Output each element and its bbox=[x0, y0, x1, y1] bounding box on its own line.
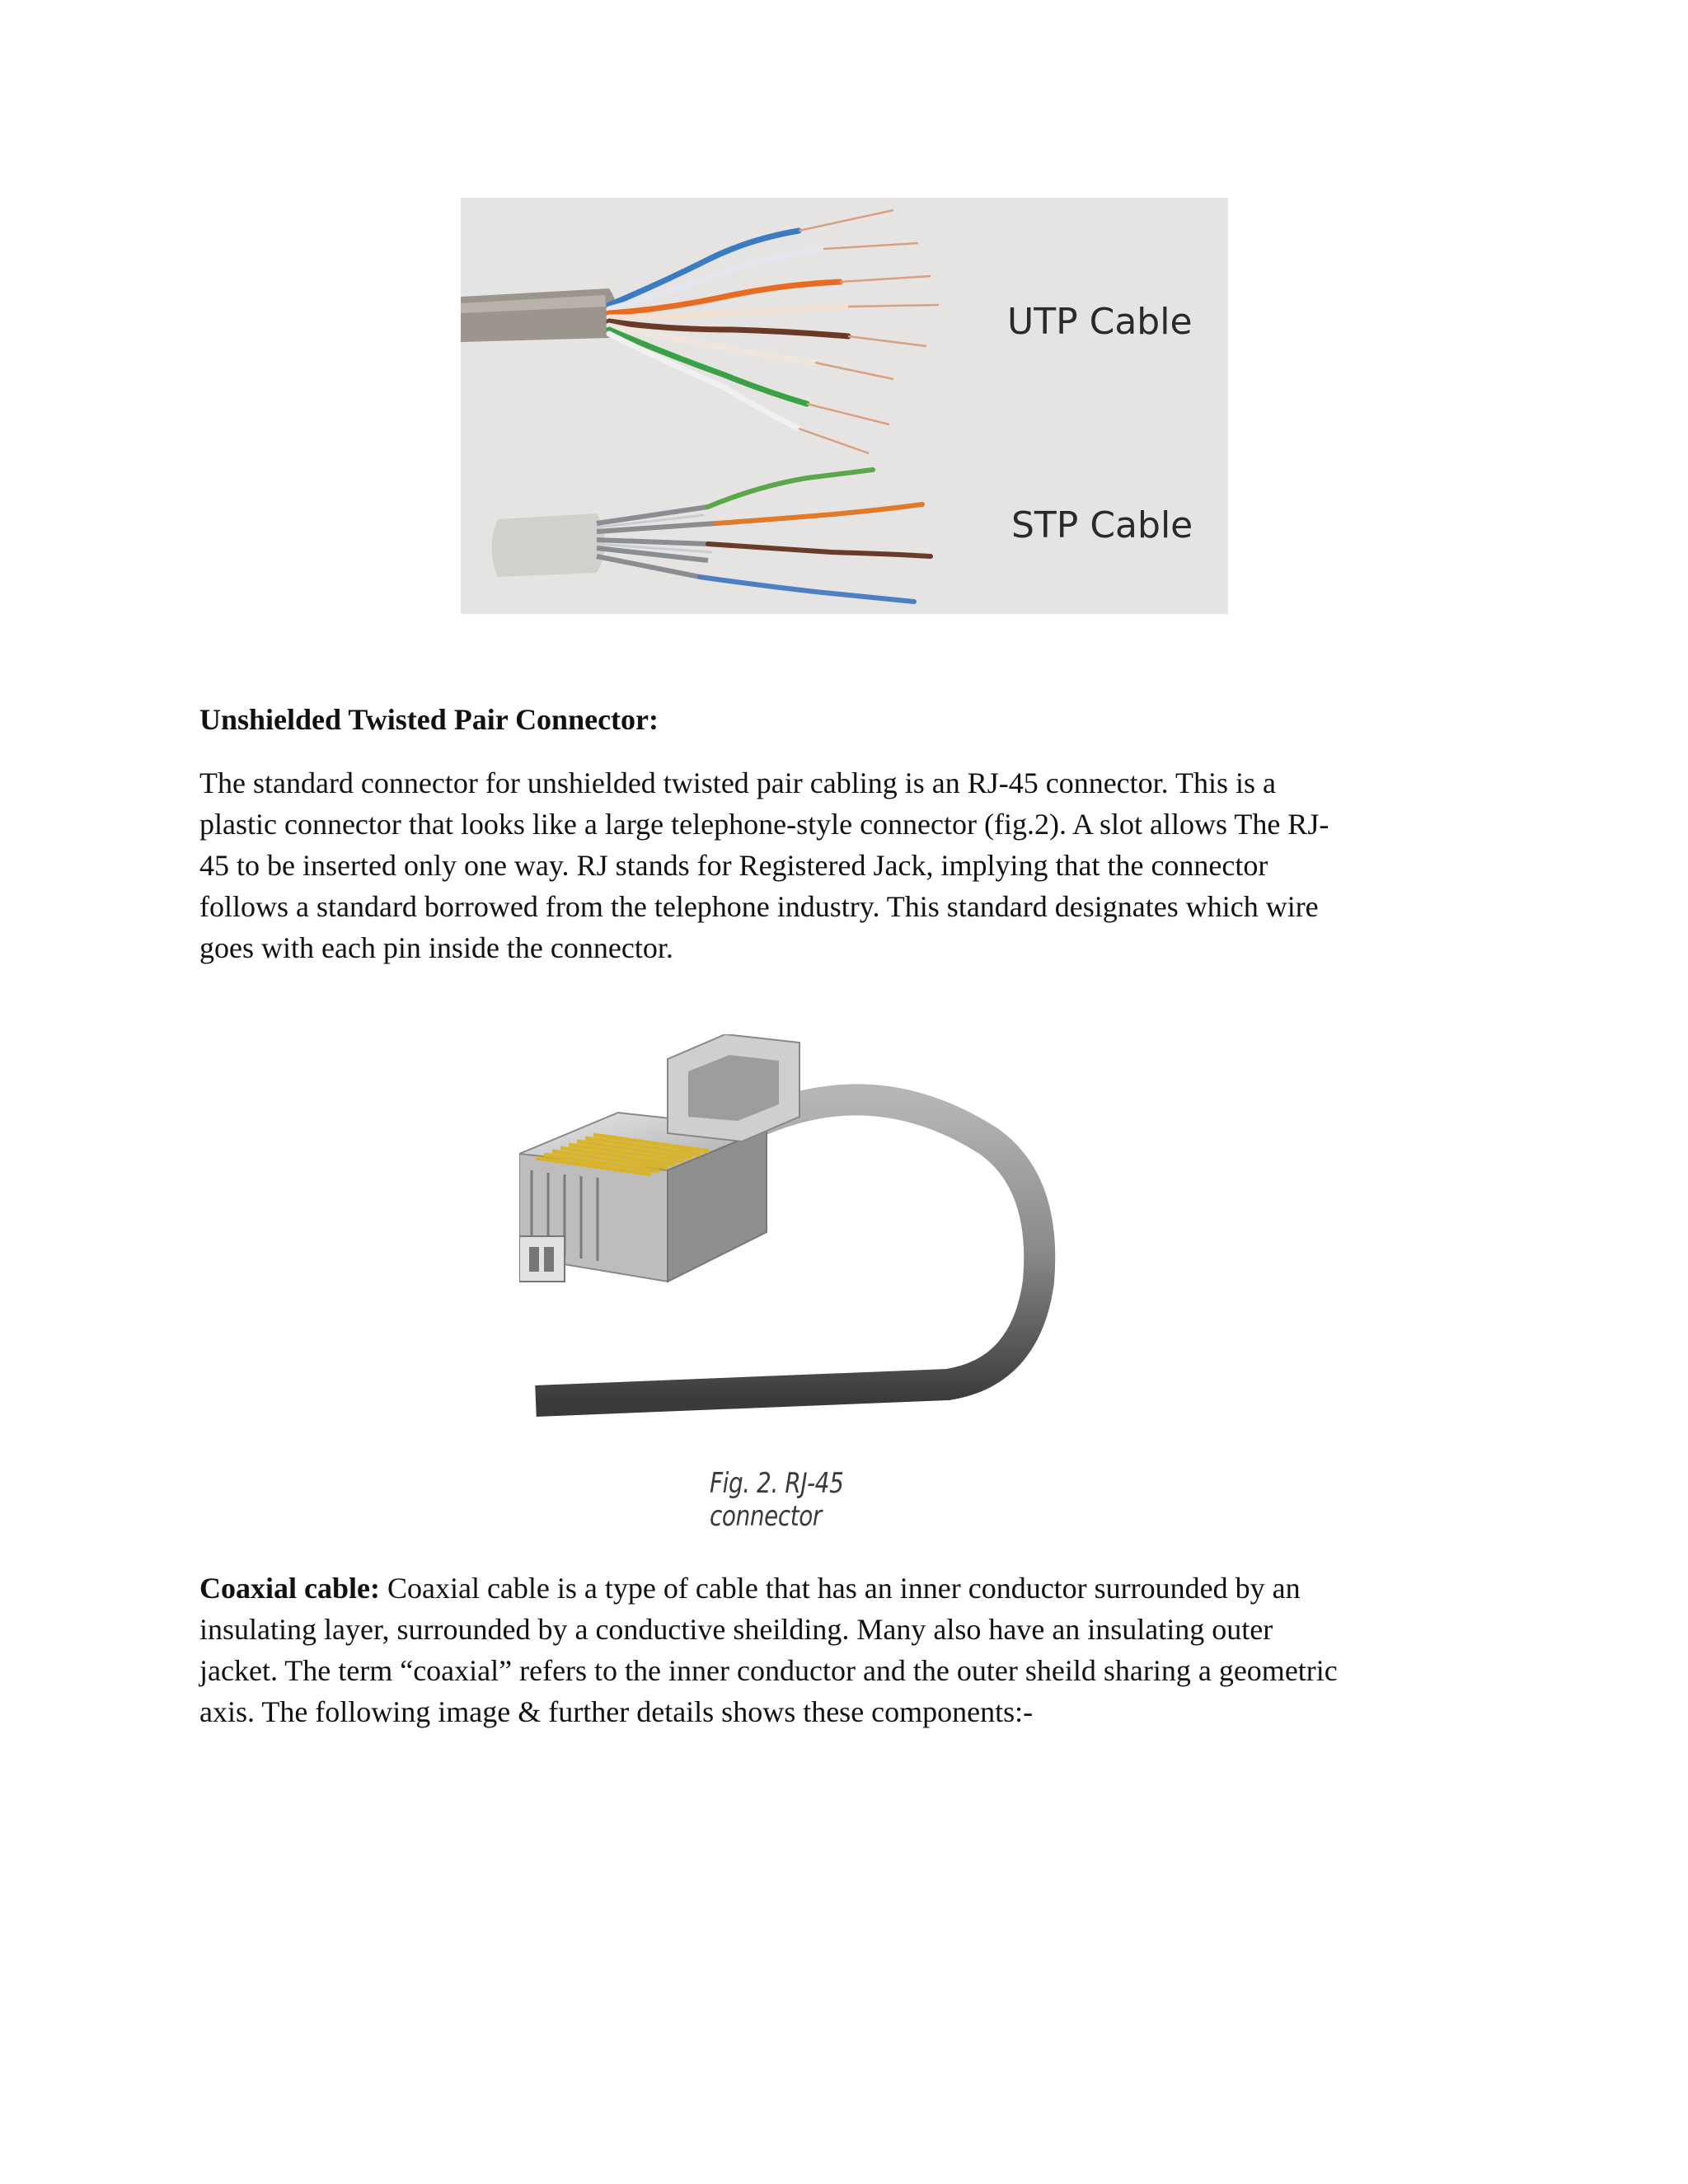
utp-stp-cable-figure bbox=[461, 198, 1228, 614]
coaxial-cable-paragraph bbox=[199, 1568, 1485, 1732]
figure-caption: Fig. 2. RJ-45 connector bbox=[710, 1467, 844, 1533]
paragraph-line: jacket. The term “coaxial” refers to the inner conductor and the outer sheild sharing a geometric bbox=[199, 1654, 1338, 1687]
utp-connector-paragraph bbox=[199, 762, 1485, 968]
paragraph-line: The standard connector for unshielded twisted pair cabling is an RJ-45 connector. This is a bbox=[199, 766, 1277, 799]
paragraph-line: axis. The following image & further details shows these components:- bbox=[199, 1695, 1034, 1728]
coaxial-first-line: Coaxial cable is a type of cable that has an inner conductor surrounded by an bbox=[379, 1572, 1301, 1605]
utp-connector-heading: Unshielded Twisted Pair Connector: bbox=[199, 703, 659, 736]
paragraph-line: follows a standard borrowed from the telephone industry. This standard designates which wire bbox=[199, 890, 1319, 923]
stp-jacket bbox=[492, 513, 606, 577]
rj45-plug bbox=[519, 1034, 799, 1282]
stp-label: STP Cable bbox=[1011, 504, 1193, 546]
coaxial-lead: Coaxial cable: bbox=[199, 1572, 380, 1605]
utp-label: UTP Cable bbox=[1007, 301, 1193, 343]
paragraph-line bbox=[199, 1568, 1485, 1609]
rj45-connector-figure bbox=[519, 1034, 1203, 1438]
paragraph-line: insulating layer, surrounded by a conductive sheilding. Many also have an insulating outer bbox=[199, 1613, 1273, 1646]
paragraph-line: goes with each pin inside the connector. bbox=[199, 931, 673, 964]
rj45-illustration bbox=[519, 1034, 1203, 1438]
paragraph-line: plastic connector that looks like a large telephone-style connector (fig.2). A slot allows The RJ- bbox=[199, 808, 1329, 841]
cable-illustration bbox=[461, 198, 1228, 614]
paragraph-line: 45 to be inserted only one way. RJ stands for Registered Jack, implying that the connector bbox=[199, 849, 1268, 882]
